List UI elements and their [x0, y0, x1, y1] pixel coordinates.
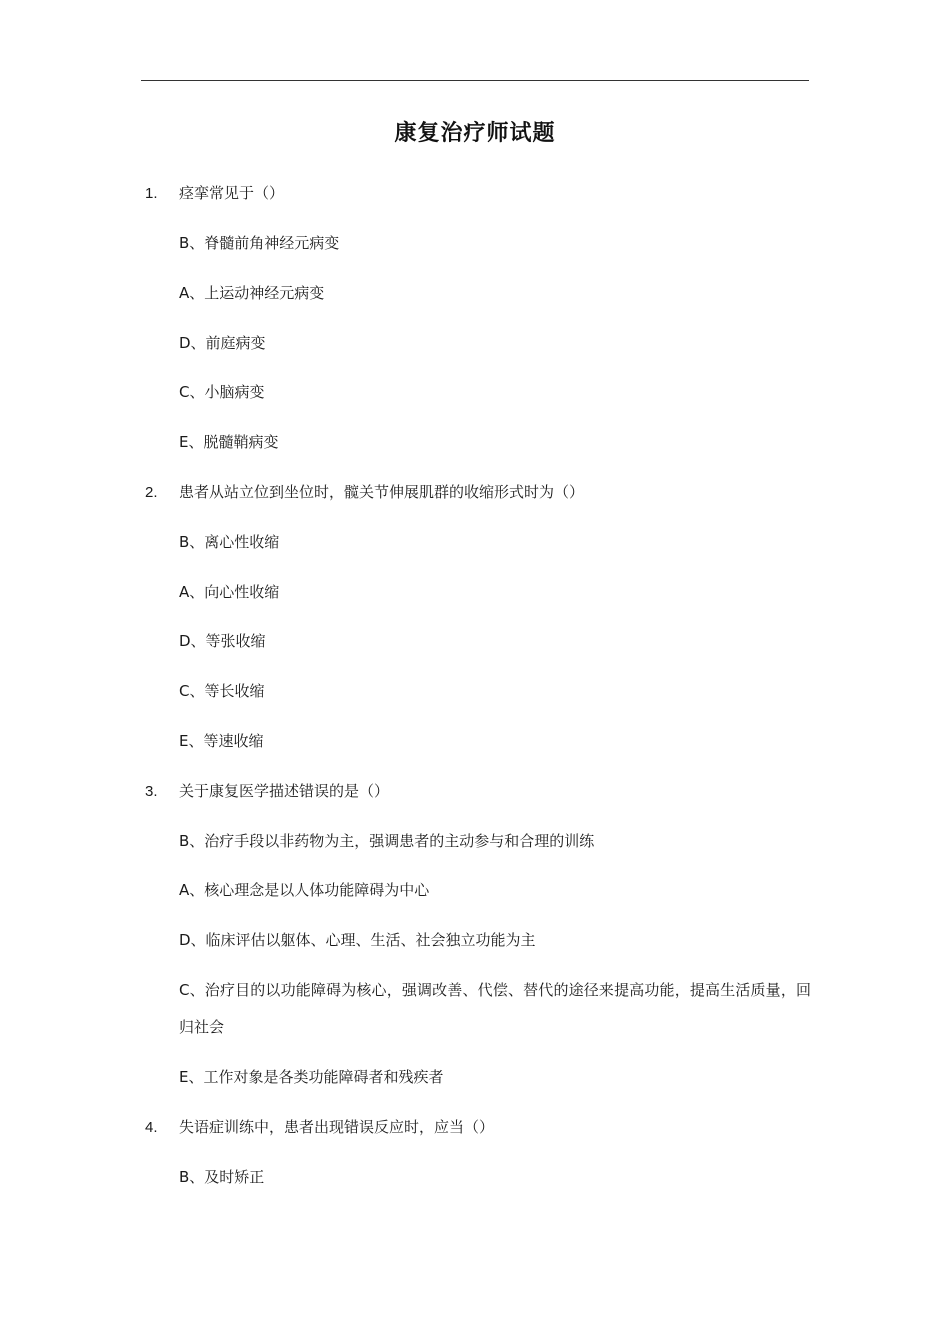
header-rule — [141, 80, 809, 81]
question-2-option: E、等速收缩 — [179, 732, 264, 750]
question-2-text: 患者从站立位到坐位时，髋关节伸展肌群的收缩形式时为（） — [179, 483, 585, 501]
question-3-option: B、治疗手段以非药物为主，强调患者的主动参与和合理的训练 — [179, 832, 595, 850]
question-2-option: D、等张收缩 — [179, 632, 266, 650]
question-1-text: 痉挛常见于（） — [179, 184, 285, 202]
question-3-option: A、核心理念是以人体功能障碍为中心 — [179, 881, 430, 899]
question-1-option: B、脊髓前角神经元病变 — [179, 234, 340, 252]
question-1-option: D、前庭病变 — [179, 334, 266, 352]
question-1-option: C、小脑病变 — [179, 383, 265, 401]
question-2-option: C、等长收缩 — [179, 682, 265, 700]
question-2-option: A、向心性收缩 — [179, 583, 280, 601]
document-title: 康复治疗师试题 — [394, 121, 556, 146]
question-4-option: B、及时矫正 — [179, 1168, 265, 1186]
question-1-option: A、上运动神经元病变 — [179, 284, 325, 302]
question-3-option: C、治疗目的以功能障碍为核心，强调改善、代偿、替代的途径来提高功能，提高生活质量，回归社会 — [179, 981, 811, 1036]
question-3-text: 关于康复医学描述错误的是（） — [179, 782, 390, 800]
question-3-option: E、工作对象是各类功能障碍者和残疾者 — [179, 1068, 444, 1086]
question-3-number: 3. — [145, 783, 158, 800]
question-2-number: 2. — [145, 484, 158, 501]
question-2-option: B、离心性收缩 — [179, 533, 280, 551]
question-4-text: 失语症训练中，患者出现错误反应时，应当（） — [179, 1118, 495, 1136]
question-3-option: D、临床评估以躯体、心理、生活、社会独立功能为主 — [179, 931, 536, 949]
question-4-number: 4. — [145, 1119, 158, 1136]
question-1-option: E、脱髓鞘病变 — [179, 433, 279, 451]
question-1-number: 1. — [145, 185, 158, 202]
